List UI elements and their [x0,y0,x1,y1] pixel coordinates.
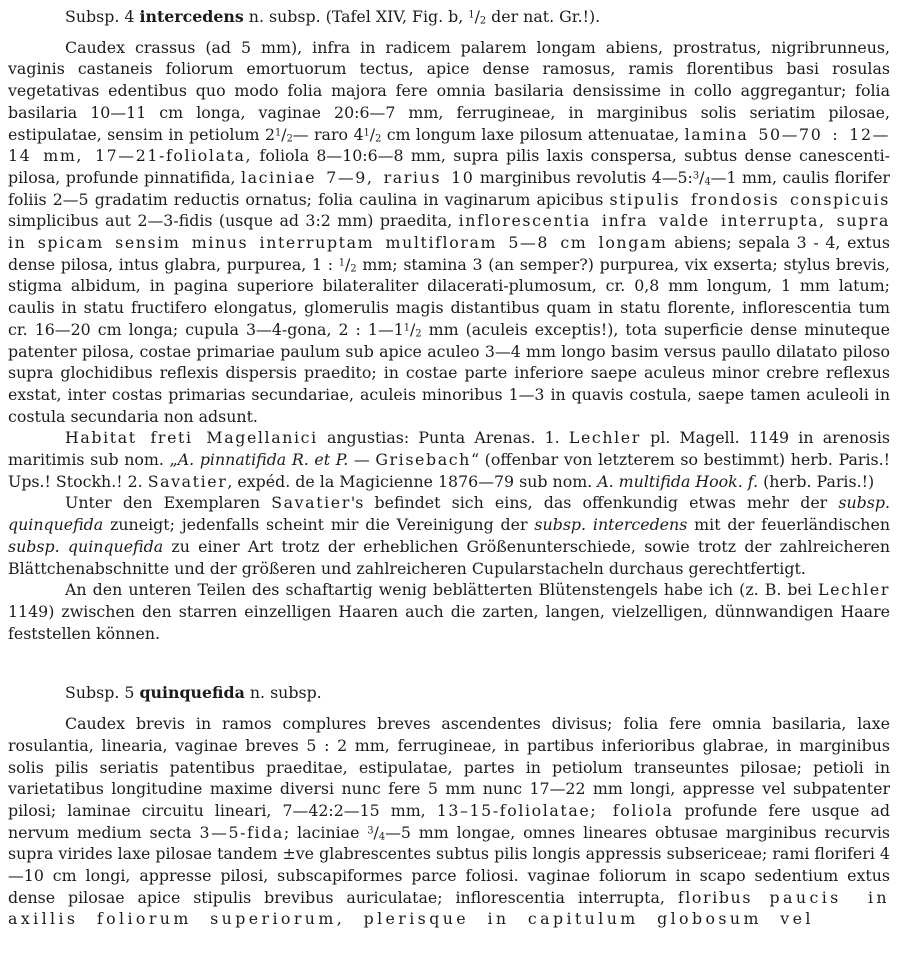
text-run: Savatier [147,471,228,491]
text-run: lamina 50—70 : 12—14 mm, 17—21-foliolata, [8,124,890,166]
paragraph-unter-den-exemplaren: Unter den Exemplaren Savatier's befindet sich eins, das offenkundig etwas mehr der subsp. quinquefida zuneigt; jedenfalls scheint mir die Vereinigung der subsp. intercedens mit der feuerländischen subsp. quinquefida zu einer Art trotz der erheblichen Größenunterschiede, sowie trotz der zahlreicheren Blättchenabschnitte und der größeren und zahlreicheren Cupularstacheln durchaus gerechtfertigt. [8,493,891,578]
text-run: intercedens [139,7,244,26]
fraction: $^1/_2$ [363,124,382,144]
paragraph-caudex-quinquefida: Caudex brevis in ramos complures breves ascendentes divisus; folia fere omnia basilaria, laxe rosulantia, linearia, vaginae breves 5 : 2 mm, ferrugineae, in partibus inferioribus glabrae, in marginibus solis pilis seriatis patentibus praeditae, estipulatae, partes in petiolum transeuntes pilosae; petioli in varietatibus longitudine maxime diversi nunc fere 5 mm nunc 17—22 mm longi, appresse vel subpatenter pilosi; laminae circuitu lineari, 7—42:2—15 mm, 13–15-foliolatae; foliola profunde fere usque ad nervum medium secta 3—5-fida; laciniae $^3/_4—5$ mm longae, omnes lineares obtusae marginibus recurvis supra virides laxe pilosae tandem ±ve glabrescentes subtus pilis longis appressis subsericeae; rami floriferi 4—10 cm longi, appresse pilosi, subscapiformes parce foliosi. vaginae foliorum in scapo sedentium extus dense pilosae apice stipulis brevibus auriculatae; inflorescentia interrupta, floribus paucis in axillis foliorum superiorum, plerisque in capitulum globosum vel [8,714,891,929]
text-run: subsp. intercedens [534,515,688,535]
text-run: 3—5-fida [199,822,284,842]
document-content [8,6,890,930]
fraction: $^1/_2$ [338,254,357,275]
text-run: Lechler [817,580,890,600]
paragraph-habitat: Habitat freti Magellanici angustias: Punta Arenas. 1. Lechler pl. Magell. 1149 in arenosis maritimis sub nom. „A. pinnatifida R. et P. — Grisebach“ (offenbar von letzterem so bestimmt) herb. Paris.! Ups.! Stockh.! 2. Savatier, expéd. de la Magicienne 1876—79 sub nom. A. multifida Hook. f. (herb. Paris.!) [8,428,890,491]
text-run: Grisebach [375,450,471,470]
fraction: $^1/_2$ [403,319,422,340]
fraction: $^3/_4$ [692,167,711,188]
text-run: subsp. quinquefida [8,493,891,535]
text-run: inflorescentia infra valde interrupta, supra in spicam sensim minus interruptam multifloram 5—8 cm longam [8,211,890,253]
text-run: quinquefida [139,683,245,703]
subsp-5-heading: Subsp. 5 quinquefida n. subsp. [65,683,322,703]
text-run: paucis in axillis foliorum superiorum, plerisque in capitulum globosum vel [8,887,890,929]
subsp-4-heading: Subsp. 4 intercedens n. subsp. (Tafel XIV, Fig. b, $^1/_2$ der nat. Gr.!). [65,7,601,27]
text-run: A. pinnatifida R. et P. [177,450,349,470]
text-run: Savatier [271,493,351,513]
text-run: Habitat freti Magellanici [65,428,318,448]
text-run: A. multifida Hook. f. [597,471,759,491]
text-run: 13–15-foliolatae; foliola [436,800,674,820]
paragraph-caudex-intercedens: Caudex crassus (ad 5 mm), infra in radicem palarem longam abiens, prostratus, nigribrunneus, vaginis castaneis foliorum emortuorum tectus, apice dense ramosus, ramis florentibus basi rosulas vegetativas edentibus quo modo folia majora fere omnia basilaria densissime in collo aggregantur; folia basilaria 10—11 cm longa, vaginae 20:6—7 mm, ferrugineae, in marginibus solis seriatim pilosae, estipulatae, sensim in petiolum $2^1/_2—$ raro $4^1/_2$ cm longum laxe pilosum attenuatae, lamina 50—70 : 12—14 mm, 17—21-foliolata, foliola 8—10:6—8 mm, supra pilis laxis conspersa, subtus dense canescenti-pilosa, profunde pinnatifida, laciniae 7—9, rarius 10 marginibus revolutis $4—5:^3/_4—1$ mm, caulis florifer foliis 2—5 gradatim reductis ornatus; folia caulina in vaginarum apicibus stipulis frondosis conspicuis simplicibus aut 2—3-fidis (usque ad 3:2 mm) praedita, inflorescentia infra valde interrupta, supra in spicam sensim minus interruptam multifloram 5—8 cm longam abiens; sepala 3 - 4, extus dense pilosa, intus glabra, purpurea, 1 : $^1/_2$ mm; stamina 3 (an semper?) purpurea, vix exserta; stylus brevis, stigma albidum, in pagina superiore bilateraliter dilacerati-plumosum, cr. 0,8 mm longum, 1 mm latum; caulis in statu fructifero elongatus, glomerulis magis distantibus quam in statu florente, inflorescentia tum cr. 16—20 cm longa; cupula 3—4-gona, 2 : $1—1^1/_2$ mm (aculeis exceptis!), tota superficie dense minuteque patenter pilosa, costae primariae paulum sub apice aculeo 3—4 mm longo basim versus paullo dilatato piloso supra glochidibus reflexis dispersis praedito; in costae parte inferiore saepe aculeus minor crebre reflexus exstat, inter costas primarias secundariae, aculeis minoribus 1—3 in quavis costula, saepe tamen aculeoli in costula secundaria non adsunt. [8,37,891,426]
text-run: floribus [677,887,770,907]
text-run: subsp. quinquefida [8,536,164,556]
fraction: $^1/_2$ [468,7,487,27]
paragraph-an-den-unteren-teilen: An den unteren Teilen des schaftartig wenig beblätterten Blütenstengels habe ich (z. B. bei Lechler 1149) zwischen den starren einzelligen Haaren auch die zarten, langen, vielzelligen, dünnwandigen Haare feststellen können. [8,580,890,643]
text-run: laciniae 7—9, rarius 10 [240,167,475,187]
text-run: stipulis frondosis conspicuis [609,189,890,209]
text-run: Lechler [568,428,641,448]
fraction: $^1/_2$ [275,124,293,144]
fraction: $^3/_4$ [367,822,386,843]
